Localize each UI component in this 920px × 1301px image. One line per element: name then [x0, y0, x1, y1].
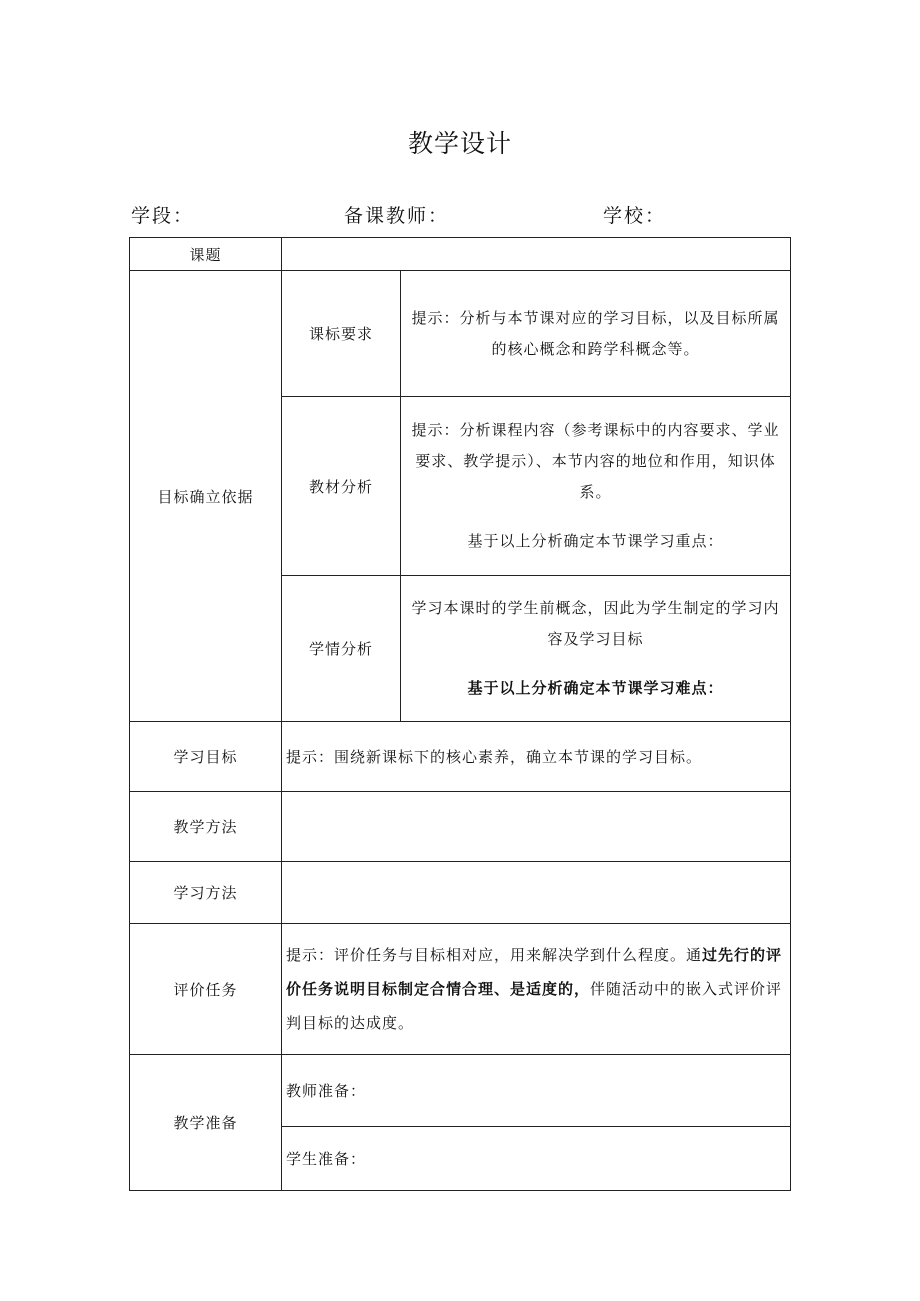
- textbook-label: 教材分析: [282, 397, 401, 576]
- topic-value[interactable]: [282, 238, 791, 271]
- preparation-label: 教学准备: [130, 1055, 282, 1191]
- assessment-row: [130, 924, 791, 1055]
- objectives-label: 学习目标: [130, 722, 282, 792]
- assessment-cell[interactable]: [282, 924, 791, 1055]
- assessment-hint-bold: 过先行的评价任务说明目标制定合情合理、是适度的，: [286, 946, 783, 998]
- page-title: 教学设计: [407, 129, 512, 158]
- textbook-conclusion: 基于以上分析确定本节课学习重点：: [467, 532, 724, 550]
- curriculum-label: 课标要求: [282, 271, 401, 397]
- students-cell[interactable]: [401, 576, 791, 722]
- teaching-method-label: 教学方法: [130, 792, 282, 862]
- objectives-row: [130, 722, 791, 792]
- assessment-label: 评价任务: [130, 924, 282, 1055]
- students-conclusion: 基于以上分析确定本节课学习难点：: [467, 679, 724, 697]
- curriculum-row: [130, 271, 791, 397]
- basis-label: 目标确立依据: [130, 271, 282, 722]
- lesson-design-table: [129, 237, 791, 1191]
- learning-method-label: 学习方法: [130, 862, 282, 924]
- textbook-hint: 提示：分析课程内容（参考课标中的内容要求、学业要求、教学提示）、本节内容的地位和作用，知识体系。: [411, 421, 780, 501]
- students-hint: 学习本课时的学生前概念，因此为学生制定的学习内容及学习目标: [411, 599, 780, 648]
- curriculum-hint[interactable]: [401, 271, 791, 397]
- stage-label: 学段：: [131, 205, 195, 227]
- topic-row: [130, 238, 791, 271]
- objectives-hint[interactable]: 提示：围绕新课标下的核心素养，确立本节课的学习目标。: [282, 722, 791, 792]
- learning-method-row: [130, 862, 791, 924]
- school-label: 学校：: [603, 205, 667, 227]
- topic-label: 课题: [130, 238, 282, 271]
- student-prep[interactable]: 学生准备：: [282, 1127, 791, 1191]
- teacher-label: 备课教师：: [344, 205, 450, 227]
- textbook-cell[interactable]: [401, 397, 791, 576]
- teacher-prep[interactable]: 教师准备：: [282, 1055, 791, 1127]
- teacher-prep-row: [130, 1055, 791, 1127]
- teaching-method-row: [130, 792, 791, 862]
- curriculum-hint-text: 提示：分析与本节课对应的学习目标，以及目标所属的核心概念和跨学科概念等。: [411, 308, 780, 358]
- assessment-hint-part1: 提示：评价任务与目标相对应，用来解决学到什么程度。通: [286, 946, 703, 964]
- assessment-hint-part2: 伴随活动中的嵌入式评价评判目标的达成度。: [286, 980, 783, 1032]
- teaching-method-value[interactable]: [282, 792, 791, 862]
- students-label: 学情分析: [282, 576, 401, 722]
- learning-method-value[interactable]: [282, 862, 791, 924]
